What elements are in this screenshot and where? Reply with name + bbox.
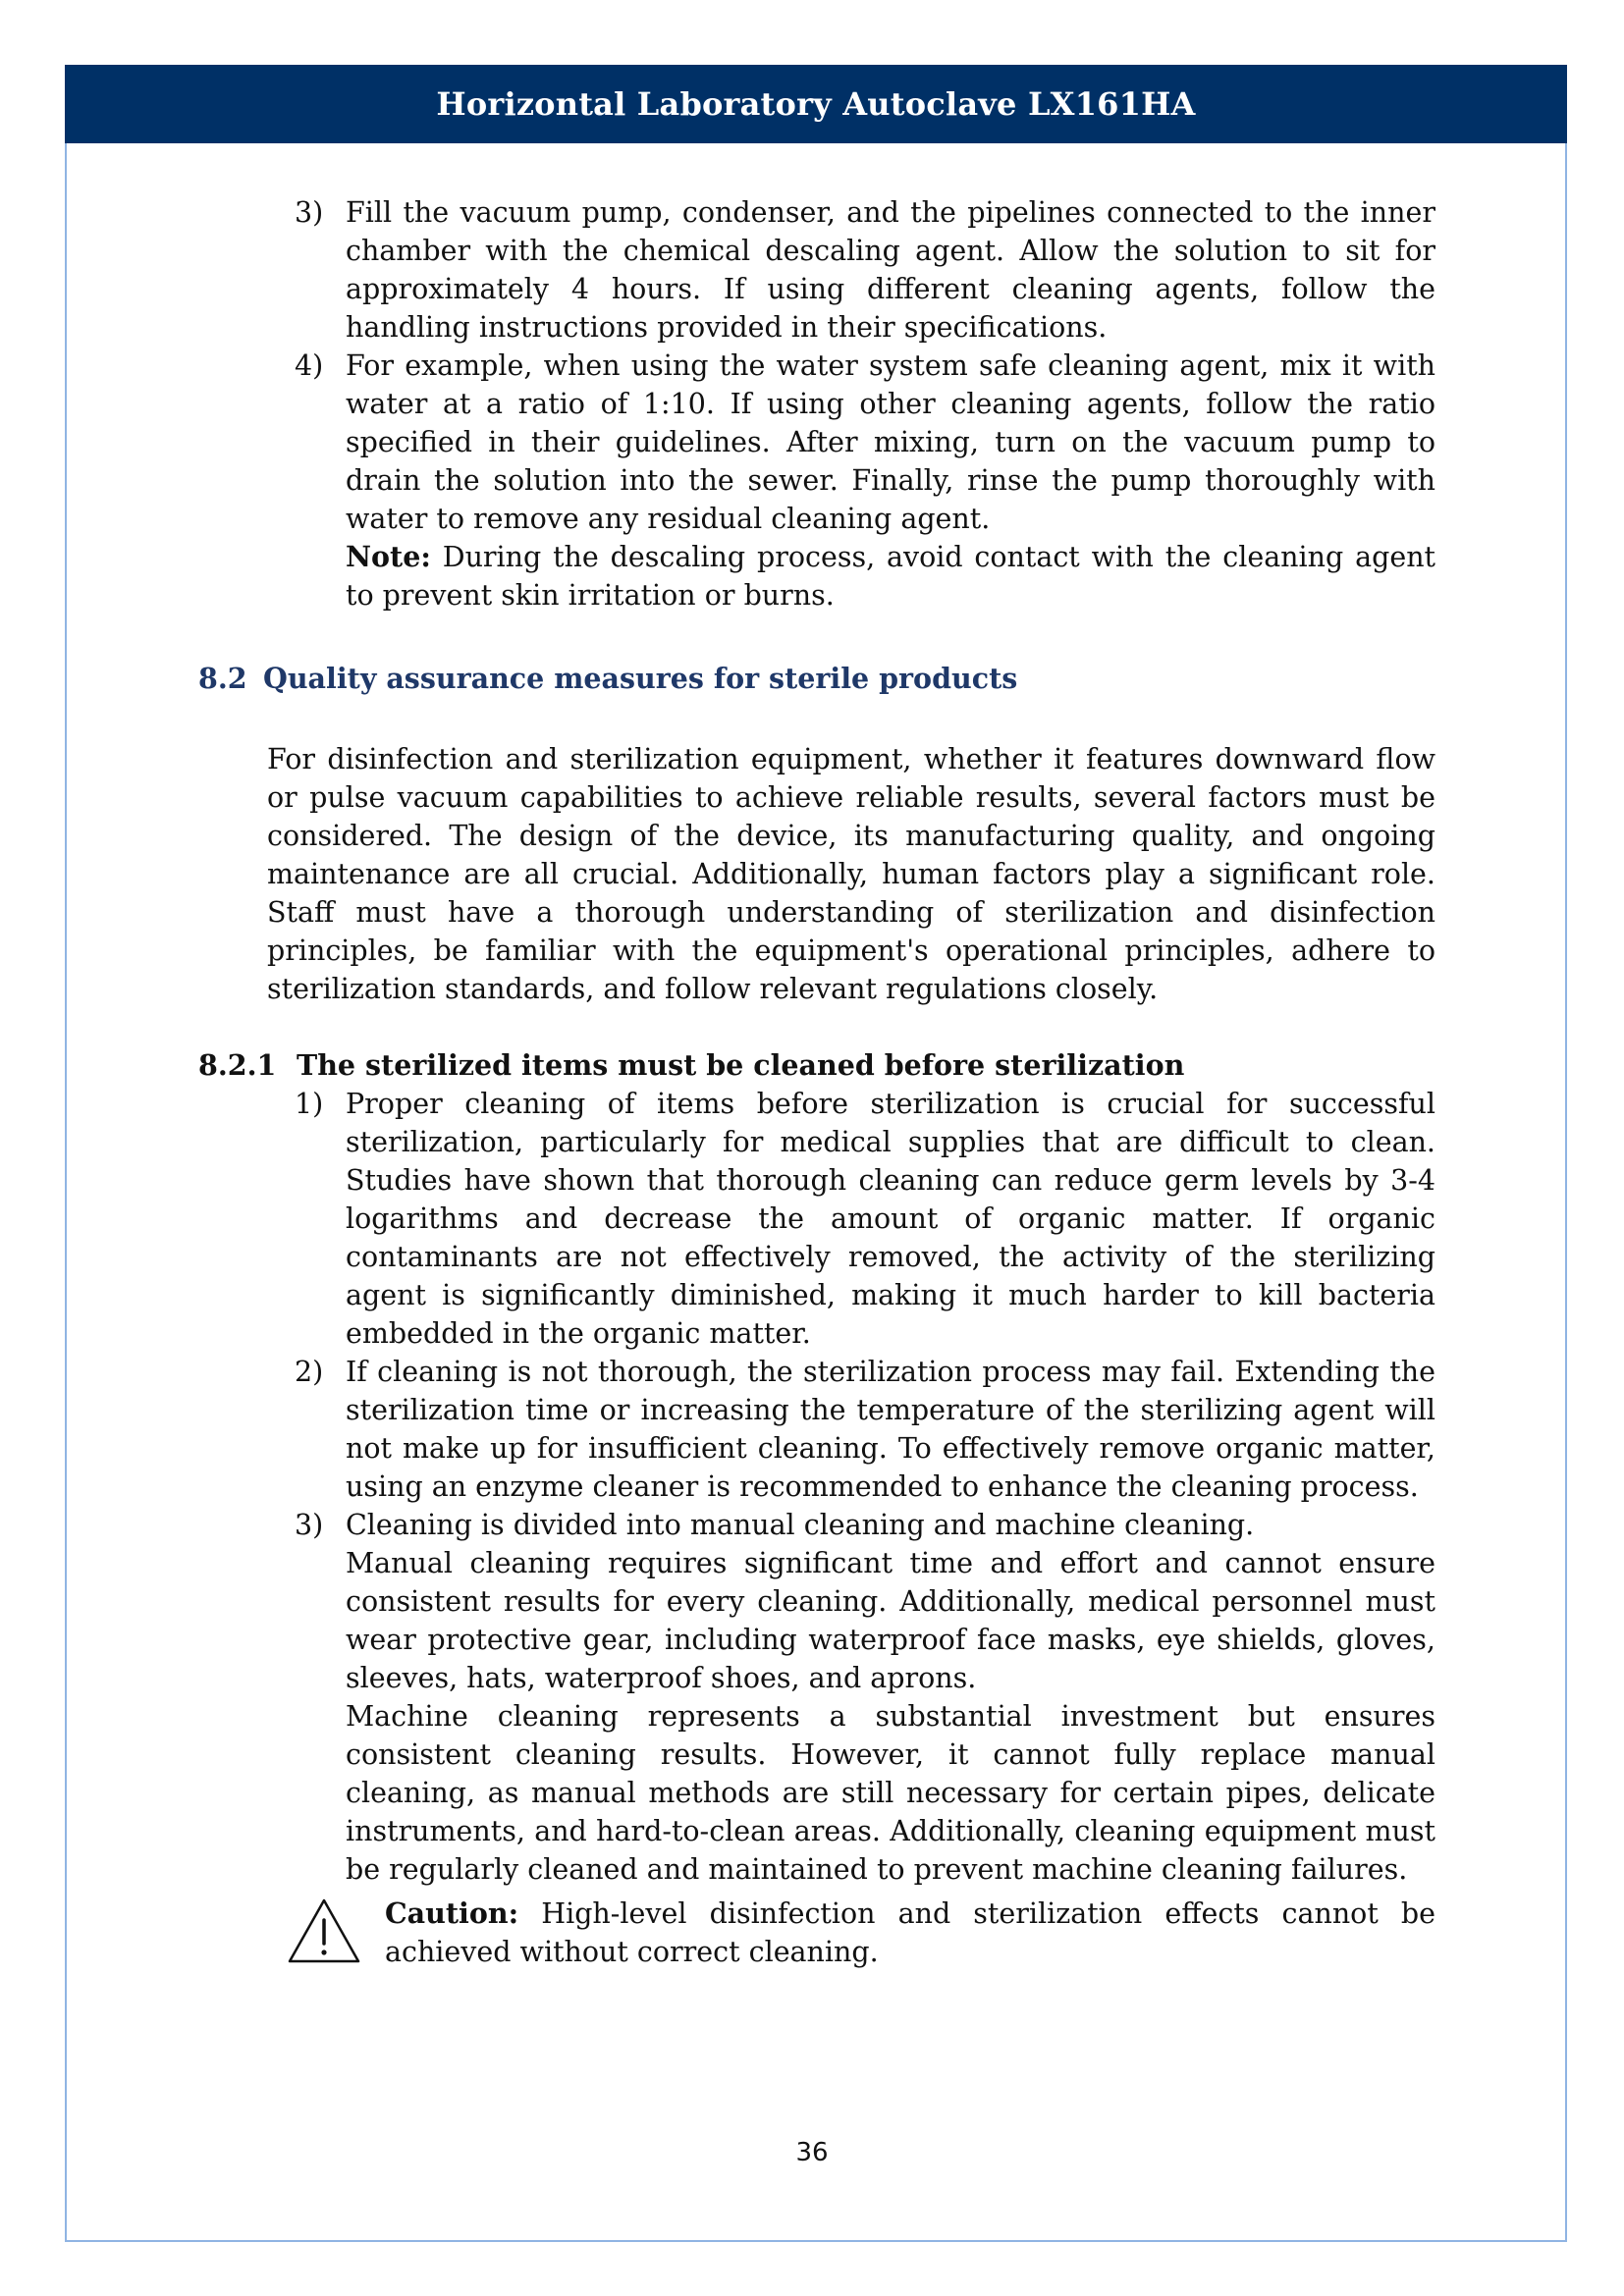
page-header [65,65,1567,143]
section-heading [198,660,1017,698]
list-item-number: 3) [295,1509,324,1541]
page-number: 36 [795,2138,829,2167]
list-item-paragraph: Manual cleaning requires significant time and effort and cannot ensure consistent results for every cleaning. Additionally, medical personnel must wear protective gear, including waterproof face masks, eye shields, gloves, sleeves, hats, waterproof shoes, and aprons. [346,1547,1435,1694]
list-item-text: Proper cleaning of items before sterilization is crucial for successful sterilization, particularly for medical supplies that are difficult to clean. Studies have shown that thorough cleaning can reduce germ levels by 3-4 logarithms and decrease the amount of organic matter. If organic contaminants are not effectively removed, the activity of the sterilizing agent is significantly diminished, making it much harder to kill bacteria embedded in the organic matter. [346,1088,1435,1350]
list-item-number: 3) [295,196,324,229]
note-label: Note: [346,540,431,573]
list-item-text: Fill the vacuum pump, condenser, and the pipelines connected to the inner chamber with the chemical descaling agent. Allow the solution to sit for approximately 4 hours. If using different cleaning agents, follow the handling instructions provided in their specifications. [346,196,1435,344]
cleaning-steps-list [295,1085,1435,1889]
caution-text-block [385,1895,1435,1971]
list-item [295,1506,1435,1889]
list-item-paragraph: Machine cleaning represents a substantial investment but ensures consistent cleaning results. However, it cannot fully replace manual cleaning, as manual methods are still necessary for certain pipes, delicate instruments, and hard-to-clean areas. Additionally, cleaning equipment must be regularly cleaned and maintained to prevent machine cleaning failures. [346,1700,1435,1886]
list-item-text: Cleaning is divided into manual cleaning and machine cleaning. [346,1509,1255,1541]
section-number: 8.2 [198,662,247,695]
list-item-number: 1) [295,1088,324,1120]
subsection-heading [198,1046,1184,1085]
note-text: During the descaling process, avoid contact with the cleaning agent to prevent skin irritation or burns. [346,541,1435,612]
list-item [295,1085,1435,1353]
section-paragraph: For disinfection and sterilization equipment, whether it features downward flow or pulse vacuum capabilities to achieve reliable results, several factors must be considered. The design of the device, its manufacturing quality, and ongoing maintenance are all crucial. Additionally, human factors play a significant role. Staff must have a thorough understanding of sterilization and disinfection principles, be familiar with the equipment's operational principles, adhere to sterilization standards, and follow relevant regulations closely. [267,743,1435,1005]
subsection-title: The sterilized items must be cleaned before sterilization [297,1048,1185,1082]
list-item [295,1353,1435,1506]
warning-triangle-icon [287,1896,361,1965]
caution-label: Caution: [385,1896,519,1930]
list-item-text: If cleaning is not thorough, the sterilization process may fail. Extending the sterilization time or increasing the temperature of the sterilizing agent will not make up for insufficient cleaning. To effectively remove organic matter, using an enzyme cleaner is recommended to enhance the cleaning process. [346,1356,1435,1503]
list-item-number: 4) [295,349,324,382]
list-item [295,193,1435,347]
section-title: Quality assurance measures for sterile products [263,662,1018,695]
descaling-steps-list [295,193,1435,614]
note [346,538,1435,614]
list-item-number: 2) [295,1356,324,1388]
document-title: Horizontal Laboratory Autoclave LX161HA [436,85,1196,123]
list-item-text: For example, when using the water system safe cleaning agent, mix it with water at a ratio of 1:10. If using other cleaning agents, follow the ratio specified in their guidelines. After mixing, turn on the vacuum pump to drain the solution into the sewer. Finally, rinse the pump thoroughly with water to remove any residual cleaning agent. [346,349,1435,535]
list-item [295,347,1435,614]
subsection-number: 8.2.1 [198,1048,277,1082]
caution-text: High-level disinfection and sterilization effects cannot be achieved without correct cleaning. [385,1897,1435,1968]
